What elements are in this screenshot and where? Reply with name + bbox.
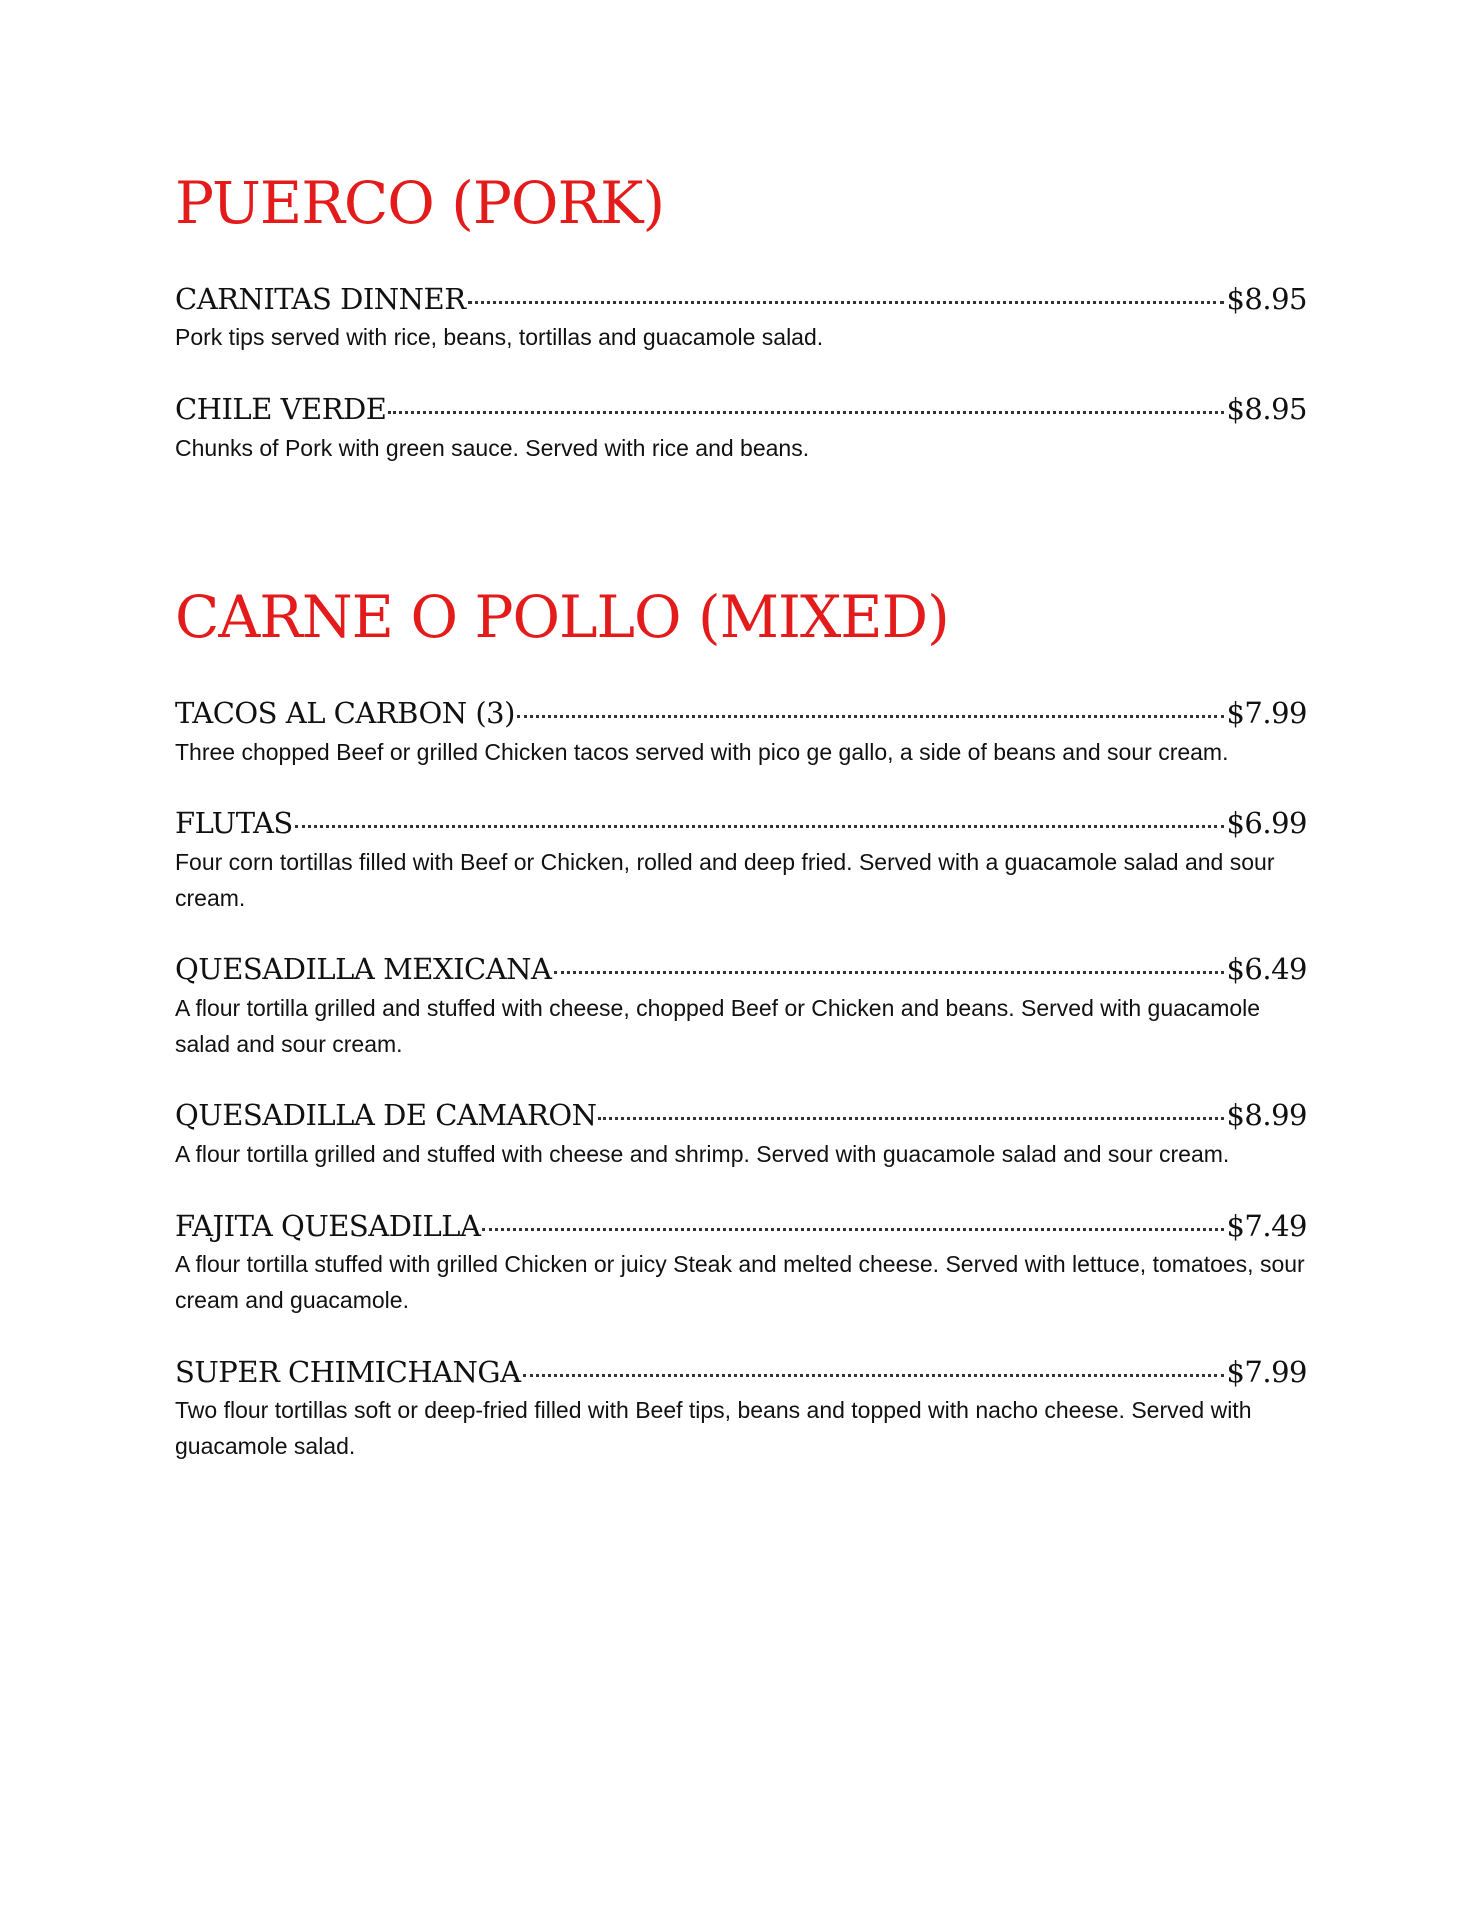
menu-item-name: SUPER CHIMICHANGA	[175, 1354, 521, 1389]
menu-item-price: $6.49	[1226, 952, 1307, 987]
menu-item-line	[175, 695, 1307, 733]
dot-leader	[517, 715, 1225, 718]
menu-item-description: Four corn tortillas filled with Beef or Chicken, rolled and deep fried. Served with a guacamole salad and sour cream.	[175, 849, 1275, 911]
dot-leader	[554, 971, 1225, 974]
menu-item-name: TACOS AL CARBON (3)	[175, 696, 515, 731]
menu-item-name: FLUTAS	[175, 806, 293, 841]
menu-item-name: CARNITAS DINNER	[175, 281, 466, 316]
menu-item-price: $6.99	[1226, 806, 1307, 841]
dot-leader	[482, 1228, 1224, 1231]
section-title-pork: PUERCO (PORK)	[175, 169, 665, 237]
menu-item-description: Pork tips served with rice, beans, tortillas and guacamole salad.	[175, 324, 824, 351]
menu-item-line	[175, 951, 1307, 989]
menu-item-name: FAJITA QUESADILLA	[175, 1208, 481, 1243]
menu-item-name: QUESADILLA MEXICANA	[175, 952, 552, 987]
menu-item-price: $7.99	[1226, 696, 1307, 731]
menu-item-line	[175, 281, 1307, 319]
menu-item-description: Three chopped Beef or grilled Chicken tacos served with pico ge gallo, a side of beans and sour cream.	[175, 738, 1229, 765]
dot-leader	[598, 1117, 1224, 1120]
menu-item-description: A flour tortilla grilled and stuffed with cheese and shrimp. Served with guacamole salad and sour cream.	[175, 1140, 1230, 1167]
menu-item-description: A flour tortilla grilled and stuffed with cheese, chopped Beef or Chicken and beans. Served with guacamole salad and sour cream.	[175, 995, 1261, 1057]
menu-item	[175, 1354, 1307, 1465]
menu-item-price: $7.49	[1226, 1208, 1307, 1243]
dot-leader	[523, 1374, 1225, 1377]
menu-item-price: $8.95	[1226, 281, 1307, 316]
menu-content	[175, 170, 1307, 1500]
dot-leader	[388, 411, 1224, 414]
menu-item	[175, 1097, 1307, 1172]
menu-item	[175, 695, 1307, 770]
menu-item	[175, 281, 1307, 356]
menu-item-name: CHILE VERDE	[175, 392, 387, 427]
section-title-mixed: CARNE O POLLO (MIXED)	[175, 583, 949, 652]
dot-leader	[295, 825, 1225, 828]
menu-item-line	[175, 1097, 1307, 1135]
menu-item-description: Two flour tortillas soft or deep-fried filled with Beef tips, beans and topped with nacho cheese. Served with guacamole salad.	[175, 1397, 1252, 1459]
menu-item-price: $8.99	[1226, 1098, 1307, 1133]
menu-item	[175, 391, 1307, 466]
menu-item-description: Chunks of Pork with green sauce. Served with rice and beans.	[175, 434, 810, 461]
menu-item-line	[175, 1208, 1307, 1246]
dot-leader	[468, 301, 1225, 304]
menu-item-price: $8.95	[1226, 392, 1307, 427]
menu-item-price: $7.99	[1226, 1354, 1307, 1389]
menu-item	[175, 951, 1307, 1062]
menu-item	[175, 805, 1307, 916]
menu-item-line	[175, 805, 1307, 843]
menu-item	[175, 1208, 1307, 1319]
menu-item-name: QUESADILLA DE CAMARON	[175, 1098, 597, 1133]
menu-item-description: A flour tortilla stuffed with grilled Chicken or juicy Steak and melted cheese. Served with lettuce, tomatoes, sour cream and guacamole.	[175, 1251, 1305, 1313]
menu-item-line	[175, 1354, 1307, 1392]
menu-item-line	[175, 391, 1307, 429]
